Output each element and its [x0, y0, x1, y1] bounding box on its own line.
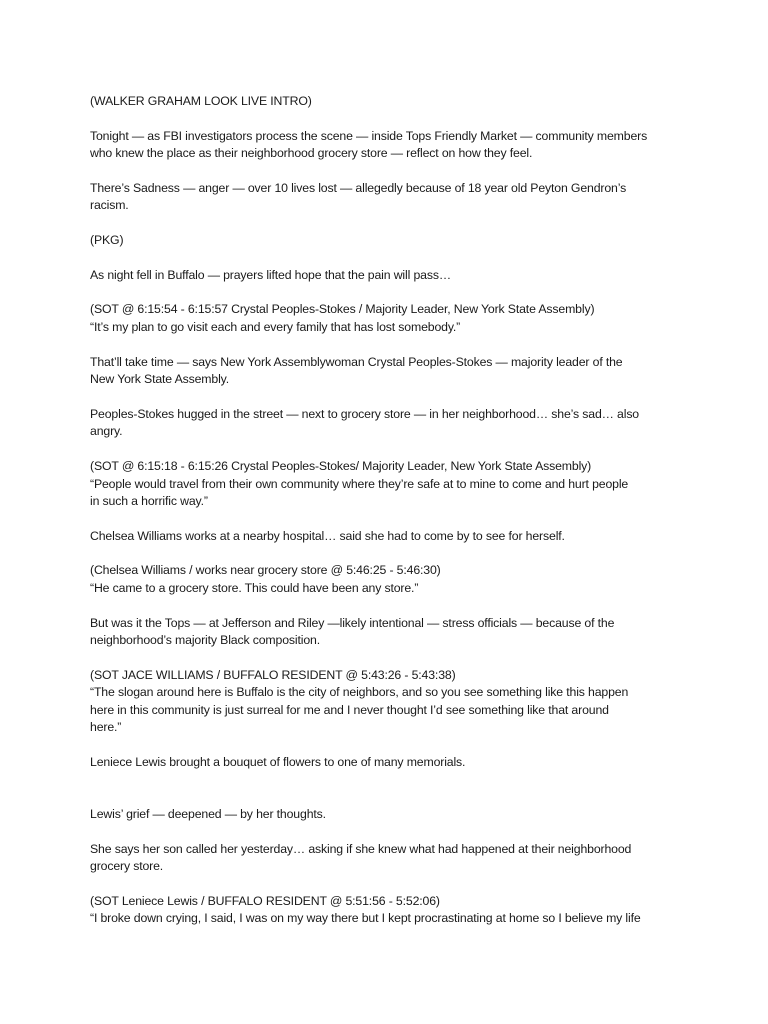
- text-line: angry.: [90, 424, 123, 439]
- text-line: She says her son called her yesterday… asking if she knew what had happened at their neighborhood: [90, 841, 632, 856]
- text-line: Lewis’ grief — deepened — by her thoughts.: [90, 806, 326, 821]
- text-line: That’ll take time — says New York Assemblywoman Crystal Peoples-Stokes — majority leader of the: [90, 354, 623, 369]
- text-line: grocery store.: [90, 859, 164, 874]
- text-line: (SOT Leniece Lewis / BUFFALO RESIDENT @ 5:51:56 - 5:52:06): [90, 893, 440, 908]
- text-line: (Chelsea Williams / works near grocery store @ 5:46:25 - 5:46:30): [90, 563, 441, 578]
- paragraph-intro-1: [90, 128, 690, 163]
- paragraph-intro-slug: [90, 93, 690, 111]
- paragraph-sot-1: [90, 301, 690, 336]
- text-line: “He came to a grocery store. This could have been any store.”: [90, 580, 419, 595]
- text-line: (WALKER GRAHAM LOOK LIVE INTRO): [90, 94, 312, 108]
- paragraph-sot-4: [90, 667, 690, 737]
- paragraph-intro-2: [90, 180, 690, 215]
- text-line: Leniece Lewis brought a bouquet of flowers to one of many memorials.: [90, 754, 466, 769]
- text-line: But was it the Tops — at Jefferson and Riley —likely intentional — stress officials — because of the: [90, 615, 615, 630]
- text-line: here in this community is just surreal for me and I never thought I’d see something like that around: [90, 702, 609, 717]
- text-line: “People would travel from their own community where they’re safe at to mine to come and hurt people: [90, 476, 629, 491]
- paragraph-pkg-slug: [90, 232, 690, 250]
- text-line: (SOT JACE WILLIAMS / BUFFALO RESIDENT @ 5:43:26 - 5:43:38): [90, 667, 456, 682]
- paragraph-pkg-3: [90, 406, 690, 441]
- text-line: “I broke down crying, I said, I was on my way there but I kept procrastinating at home so I believe my life: [90, 911, 641, 926]
- text-line: Chelsea Williams works at a nearby hospital… said she had to come by to see for herself.: [90, 528, 565, 543]
- text-line: racism.: [90, 198, 129, 213]
- text-line: Peoples-Stokes hugged in the street — next to grocery store — in her neighborhood… she’s sad… also: [90, 406, 639, 421]
- paragraph-sot-2: [90, 458, 690, 511]
- text-line: (PKG): [90, 233, 124, 248]
- text-line: Tonight — as FBI investigators process the scene — inside Tops Friendly Market — community members: [90, 128, 648, 143]
- text-line: There’s Sadness — anger — over 10 lives lost — allegedly because of 18 year old Peyton Gendron’s: [90, 180, 627, 195]
- text-line: (SOT @ 6:15:18 - 6:15:26 Crystal Peoples-Stokes/ Majority Leader, New York State Assembly): [90, 459, 592, 473]
- text-line: in such a horrific way.”: [90, 494, 208, 508]
- script-document: [90, 93, 690, 945]
- paragraph-sot-3: [90, 562, 690, 597]
- paragraph-pkg-4: [90, 528, 690, 546]
- paragraph-pkg-8: [90, 841, 690, 876]
- text-line: “It’s my plan to go visit each and every family that has lost somebody.”: [90, 319, 461, 334]
- text-line: “The slogan around here is Buffalo is the city of neighbors, and so you see something like this happen: [90, 685, 629, 700]
- paragraph-pkg-1: [90, 267, 690, 285]
- text-line: New York State Assembly.: [90, 372, 230, 387]
- paragraph-pkg-5: [90, 615, 690, 650]
- text-line: who knew the place as their neighborhood grocery store — reflect on how they feel.: [90, 146, 533, 161]
- paragraph-pkg-6: [90, 754, 690, 772]
- text-line: neighborhood’s majority Black composition.: [90, 633, 320, 648]
- paragraph-pkg-7: [90, 806, 690, 824]
- text-line: here.”: [90, 720, 122, 735]
- text-line: (SOT @ 6:15:54 - 6:15:57 Crystal Peoples-Stokes / Majority Leader, New York State Assembly): [90, 302, 595, 317]
- paragraph-sot-5: [90, 893, 690, 928]
- text-line: As night fell in Buffalo — prayers lifted hope that the pain will pass…: [90, 267, 451, 282]
- paragraph-pkg-2: [90, 354, 690, 389]
